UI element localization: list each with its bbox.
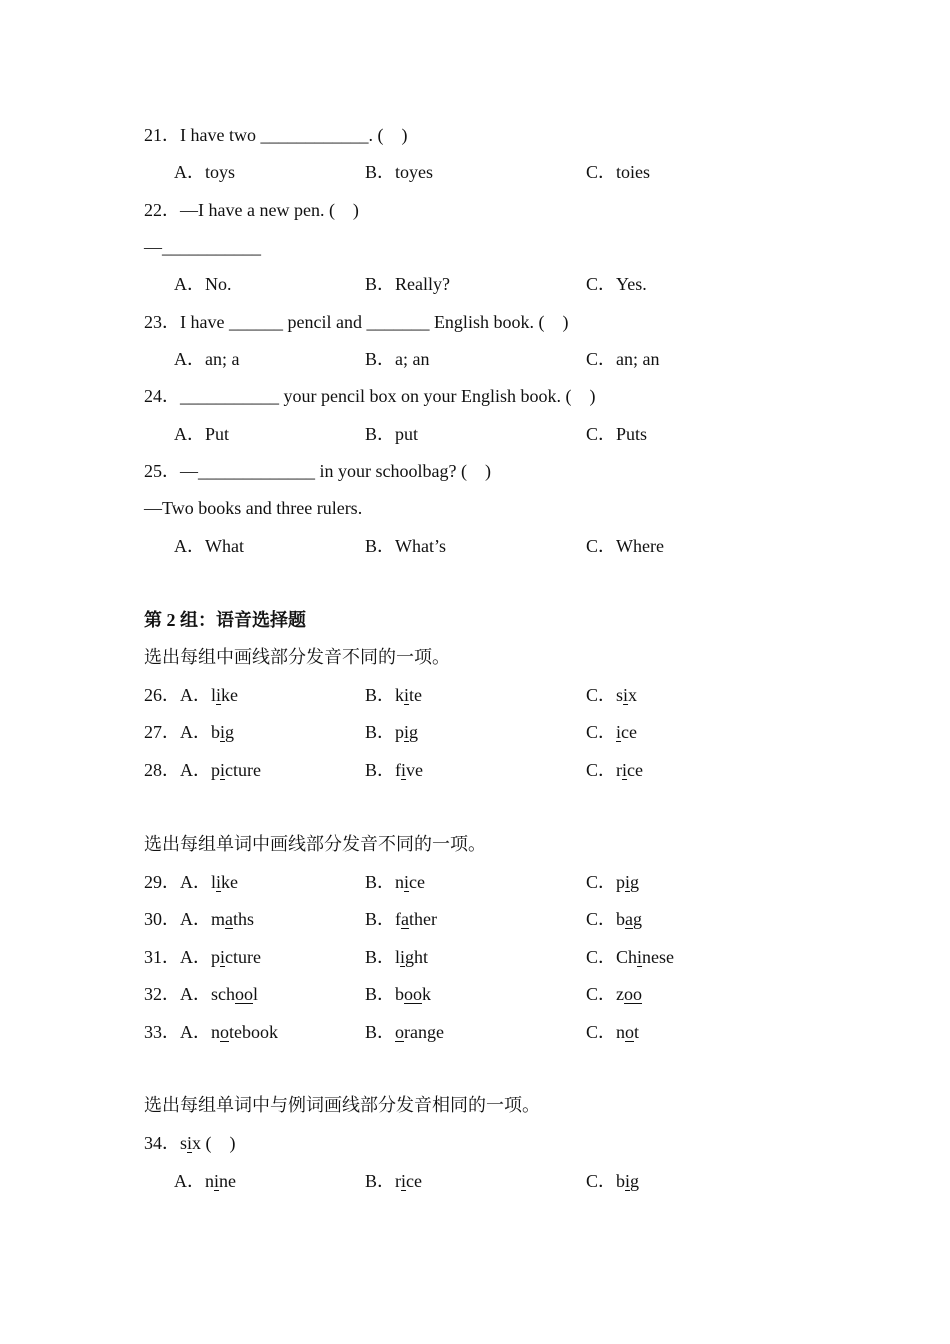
q33-option-c-prefix: C． — [586, 1022, 617, 1042]
q29-option-c-prefix: C． — [586, 872, 617, 892]
q23-stem: 23．I have ______ pencil and _______ English book. ( ) — [144, 312, 569, 332]
q30-option-b-prefix: B． — [365, 909, 396, 929]
q34-example-word: six — [180, 1133, 202, 1153]
q31-option-a-word: picture — [211, 947, 261, 967]
q33-option-a[interactable] — [144, 1020, 278, 1044]
q24-stem: 24．___________ your pencil box on your English book. ( ) — [144, 386, 596, 406]
q27-option-b[interactable] — [365, 720, 418, 744]
q22-answer-line: —___________ — [144, 237, 261, 257]
q33-option-c-word: not — [616, 1022, 640, 1042]
q34-option-b-prefix: B． — [365, 1171, 396, 1191]
q26-option-b[interactable] — [365, 683, 422, 707]
q33-option-b-prefix: B． — [365, 1022, 396, 1042]
q24-option-a[interactable]: A．Put — [174, 424, 230, 444]
q27-option-c[interactable] — [586, 720, 637, 744]
q34-option-a[interactable] — [174, 1169, 236, 1193]
q32-option-c-prefix: C． — [586, 984, 617, 1004]
instruction-2: 选出每组单词中画线部分发音不同的一项。 — [144, 834, 486, 854]
q29-option-a-word: like — [211, 872, 239, 892]
q26-option-c-word: six — [616, 685, 638, 705]
q32-option-b-word: book — [395, 984, 432, 1004]
q25-answer-line: —Two books and three rulers. — [144, 498, 363, 518]
q29-option-b-prefix: B． — [365, 872, 396, 892]
q21-option-c[interactable]: C．toies — [586, 162, 651, 182]
q27-option-b-word: pig — [395, 722, 419, 742]
q28-number: 28．A． — [144, 760, 211, 780]
section-heading: 第 2 组：语音选择题 — [144, 610, 306, 630]
q27-number: 27．A． — [144, 722, 211, 742]
q28-option-b[interactable] — [365, 758, 423, 782]
q29-option-c-word: pig — [616, 872, 640, 892]
q32-number: 32．A． — [144, 984, 211, 1004]
q27-option-a-word: big — [211, 722, 235, 742]
q30-option-c-word: bag — [616, 909, 643, 929]
q34-option-c[interactable] — [586, 1169, 639, 1193]
q34-stem — [144, 1131, 236, 1155]
q33-option-b[interactable] — [365, 1020, 444, 1044]
q31-option-c[interactable] — [586, 945, 674, 969]
q27-option-c-word: ice — [616, 722, 638, 742]
q22-option-a[interactable]: A．No. — [174, 274, 232, 294]
q26-option-c-prefix: C． — [586, 685, 617, 705]
q34-option-b-word: rice — [395, 1171, 423, 1191]
q26-option-a-word: like — [211, 685, 239, 705]
q26-option-b-prefix: B． — [365, 685, 396, 705]
q23-option-b[interactable]: B．a; an — [365, 349, 430, 369]
q22-option-c[interactable]: C．Yes. — [586, 274, 647, 294]
q31-option-c-word: Chinese — [616, 947, 675, 967]
q30-option-b-word: father — [395, 909, 437, 929]
q28-option-b-word: five — [395, 760, 424, 780]
q34-option-a-prefix: A． — [174, 1171, 205, 1191]
q29-option-b-word: nice — [395, 872, 426, 892]
q24-option-c[interactable]: C．Puts — [586, 424, 648, 444]
q29-option-c[interactable] — [586, 870, 639, 894]
q31-option-b-prefix: B． — [365, 947, 396, 967]
q33-option-b-word: orange — [395, 1022, 444, 1042]
q30-option-a[interactable] — [144, 907, 254, 931]
q26-number: 26．A． — [144, 685, 211, 705]
q32-option-c[interactable] — [586, 982, 642, 1006]
q25-option-c[interactable]: C．Where — [586, 536, 664, 556]
q30-option-c[interactable] — [586, 907, 642, 931]
q30-option-b[interactable] — [365, 907, 437, 931]
q32-option-a-word: school — [211, 984, 259, 1004]
q21-option-a[interactable]: A．toys — [174, 162, 236, 182]
q22-option-b[interactable]: B．Really? — [365, 274, 450, 294]
q34-option-a-word: nine — [205, 1171, 237, 1191]
q23-option-a[interactable]: A．an; a — [174, 349, 240, 369]
q26-option-b-word: kite — [395, 685, 423, 705]
q28-option-a-word: picture — [211, 760, 261, 780]
q32-option-b[interactable] — [365, 982, 431, 1006]
q31-option-b[interactable] — [365, 945, 428, 969]
q34-number: 34． — [144, 1133, 180, 1153]
q34-option-c-word: big — [616, 1171, 640, 1191]
q26-option-a[interactable] — [144, 683, 238, 707]
q29-option-a[interactable] — [144, 870, 238, 894]
q22-stem: 22．—I have a new pen. ( ) — [144, 200, 359, 220]
q21-stem: 21．I have two ____________. ( ) — [144, 125, 408, 145]
q25-stem: 25．—_____________ in your schoolbag? ( ) — [144, 461, 491, 481]
q31-number: 31．A． — [144, 947, 211, 967]
q32-option-b-prefix: B． — [365, 984, 396, 1004]
q25-option-b[interactable]: B．What’s — [365, 536, 446, 556]
q34-answer-paren: ( ) — [201, 1133, 236, 1153]
q34-option-b[interactable] — [365, 1169, 422, 1193]
q27-option-b-prefix: B． — [365, 722, 396, 742]
q31-option-b-word: light — [395, 947, 429, 967]
q23-option-c[interactable]: C．an; an — [586, 349, 660, 369]
q32-option-a[interactable] — [144, 982, 258, 1006]
q26-option-c[interactable] — [586, 683, 637, 707]
q29-option-b[interactable] — [365, 870, 425, 894]
q28-option-b-prefix: B． — [365, 760, 396, 780]
q28-option-a[interactable] — [144, 758, 261, 782]
q30-option-c-prefix: C． — [586, 909, 617, 929]
q34-option-c-prefix: C． — [586, 1171, 617, 1191]
q28-option-c[interactable] — [586, 758, 643, 782]
q31-option-c-prefix: C． — [586, 947, 617, 967]
q25-option-a[interactable]: A．What — [174, 536, 244, 556]
q30-number: 30．A． — [144, 909, 211, 929]
q27-option-a[interactable] — [144, 720, 234, 744]
q31-option-a[interactable] — [144, 945, 261, 969]
q28-option-c-prefix: C． — [586, 760, 617, 780]
q29-number: 29．A． — [144, 872, 211, 892]
q24-option-b[interactable]: B．put — [365, 424, 419, 444]
q28-option-c-word: rice — [616, 760, 644, 780]
q21-option-b[interactable]: B．toyes — [365, 162, 434, 182]
q30-option-a-word: maths — [211, 909, 255, 929]
q33-option-c[interactable] — [586, 1020, 639, 1044]
q27-option-c-prefix: C． — [586, 722, 617, 742]
q33-option-a-word: notebook — [211, 1022, 278, 1042]
q32-option-c-word: zoo — [616, 984, 643, 1004]
q33-number: 33．A． — [144, 1022, 211, 1042]
instruction-1: 选出每组中画线部分发音不同的一项。 — [144, 647, 450, 667]
instruction-3: 选出每组单词中与例词画线部分发音相同的一项。 — [144, 1095, 540, 1115]
